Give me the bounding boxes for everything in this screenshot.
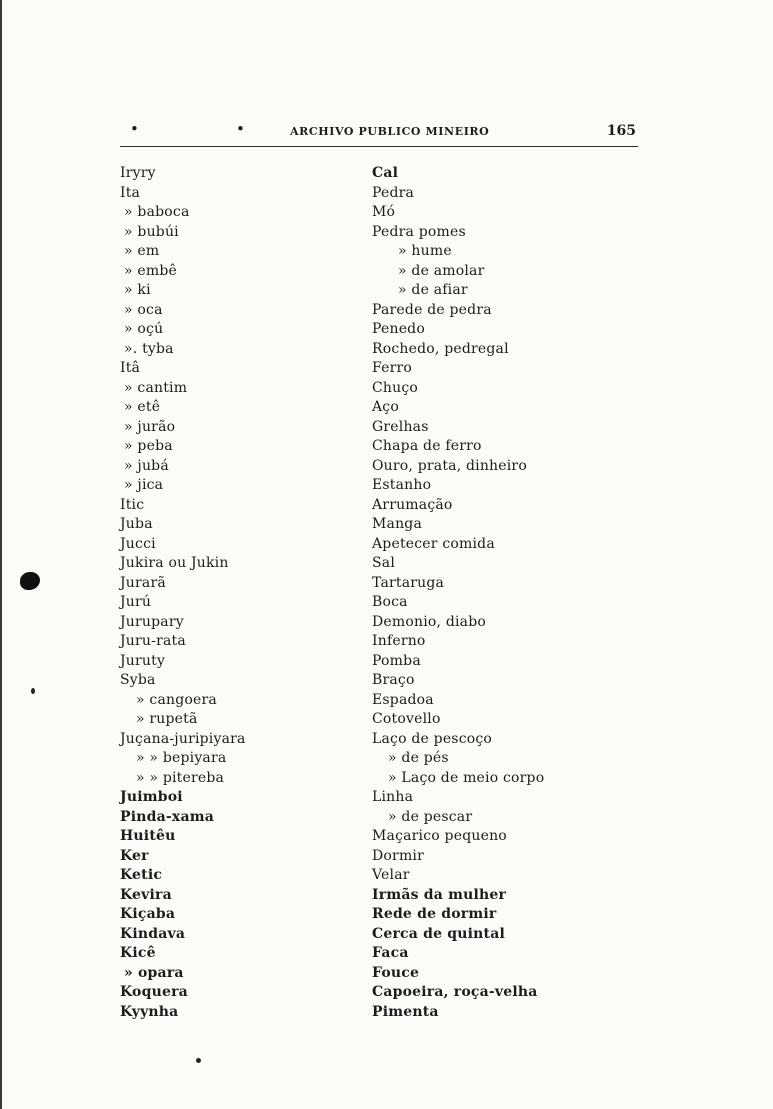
list-item: Braço bbox=[372, 672, 415, 688]
list-item: Ferro bbox=[372, 360, 413, 376]
list-item: » ki bbox=[124, 282, 151, 298]
list-item: Huitêu bbox=[120, 828, 176, 844]
list-item: Pimenta bbox=[372, 1003, 439, 1020]
list-item: » baboca bbox=[124, 204, 190, 220]
list-item: Cal bbox=[372, 165, 399, 181]
list-item: Fouce bbox=[372, 964, 420, 981]
right-column-word-list bbox=[372, 164, 642, 1022]
list-item: Juimboi bbox=[120, 789, 183, 805]
list-item: » opara bbox=[124, 964, 184, 981]
list-item: » cangoera bbox=[136, 691, 217, 708]
list-item: Syba bbox=[120, 672, 156, 688]
list-item: » de pés bbox=[388, 750, 449, 766]
list-item: » Laço de meio corpo bbox=[388, 769, 545, 786]
page-number: 165 bbox=[606, 123, 636, 139]
list-item: » » pitereba bbox=[136, 769, 225, 786]
list-item: » jubá bbox=[124, 457, 169, 474]
page-edge-shadow bbox=[0, 0, 2, 1109]
list-item: » de pescar bbox=[388, 808, 473, 825]
list-item: » jica bbox=[124, 477, 164, 493]
list-item: ». tyba bbox=[124, 340, 174, 357]
list-item: Chapa de ferro bbox=[372, 438, 482, 454]
list-item: Mó bbox=[372, 204, 396, 220]
list-item: Dormir bbox=[372, 847, 424, 864]
list-item: Ouro, prata, dinheiro bbox=[372, 457, 527, 474]
list-item: Pinda-xama bbox=[120, 808, 214, 825]
list-item: » em bbox=[124, 243, 160, 259]
list-item: Juru-rata bbox=[120, 633, 186, 649]
list-item: Inferno bbox=[372, 633, 426, 649]
list-item: Kevira bbox=[120, 886, 172, 903]
list-item: Apetecer comida bbox=[372, 535, 495, 552]
header-bullet: • bbox=[236, 120, 245, 138]
list-item: Kicê bbox=[120, 945, 156, 961]
list-item: Ker bbox=[120, 847, 149, 864]
list-item: Faca bbox=[372, 945, 409, 961]
list-item: » bubúi bbox=[124, 223, 179, 240]
list-item: Rochedo, pedregal bbox=[372, 340, 509, 357]
list-item: Grelhas bbox=[372, 418, 429, 435]
list-item: » rupetã bbox=[136, 711, 198, 727]
list-item: Espadoa bbox=[372, 691, 434, 708]
list-item: Demonio, diabo bbox=[372, 613, 487, 630]
list-item: Penedo bbox=[372, 321, 425, 337]
list-item: Jucci bbox=[120, 535, 156, 552]
running-header bbox=[118, 120, 638, 144]
list-item: » de amolar bbox=[398, 262, 485, 279]
list-item: Arrumação bbox=[372, 496, 453, 513]
list-item: » jurão bbox=[124, 418, 176, 435]
list-item: Jukira ou Jukin bbox=[120, 555, 229, 571]
list-item: Jurarã bbox=[120, 574, 166, 591]
list-item: Kiçaba bbox=[120, 906, 176, 922]
list-item: Kyynha bbox=[120, 1003, 179, 1020]
list-item: Capoeira, roça-velha bbox=[372, 984, 538, 1000]
ink-speck bbox=[31, 688, 35, 694]
header-bullet: • bbox=[130, 120, 139, 138]
list-item: Linha bbox=[372, 789, 414, 805]
list-item: Manga bbox=[372, 516, 423, 532]
list-item: Sal bbox=[372, 555, 396, 571]
list-item: Tartaruga bbox=[372, 574, 445, 591]
list-item: Iryry bbox=[120, 165, 156, 181]
list-item: » de afiar bbox=[398, 282, 468, 298]
list-item: Pomba bbox=[372, 652, 421, 669]
list-item: Irmãs da mulher bbox=[372, 886, 507, 903]
list-item: » hume bbox=[398, 243, 452, 259]
list-item: » peba bbox=[124, 438, 173, 454]
list-item: Rede de dormir bbox=[372, 906, 497, 922]
list-item: Chuço bbox=[372, 379, 419, 396]
list-item: Velar bbox=[372, 867, 410, 883]
list-item: » embê bbox=[124, 262, 178, 279]
list-item: Pedra pomes bbox=[372, 223, 466, 240]
list-item: Pedra bbox=[372, 184, 415, 201]
list-item: Jurupary bbox=[120, 613, 184, 630]
list-item: » oçú bbox=[124, 321, 164, 337]
header-rule bbox=[120, 146, 638, 147]
list-item: Cerca de quintal bbox=[372, 925, 505, 942]
list-item: Cotovello bbox=[372, 711, 441, 727]
list-item: Itic bbox=[120, 496, 145, 513]
ink-blot bbox=[20, 572, 40, 590]
list-item: Estanho bbox=[372, 477, 432, 493]
list-item: Juba bbox=[120, 516, 153, 532]
list-item: Kindava bbox=[120, 925, 186, 942]
ink-speck bbox=[196, 1058, 201, 1063]
list-item: Juçana-juripiyara bbox=[120, 730, 246, 747]
list-item: Ketic bbox=[120, 867, 163, 883]
list-item: Ita bbox=[120, 184, 141, 201]
list-item: Koquera bbox=[120, 984, 188, 1000]
list-item: » etê bbox=[124, 399, 161, 415]
list-item: Maçarico pequeno bbox=[372, 828, 507, 844]
list-item: Itâ bbox=[120, 360, 141, 376]
list-item: » » bepiyara bbox=[136, 750, 227, 766]
list-item: Boca bbox=[372, 594, 408, 610]
list-item: Laço de pescoço bbox=[372, 730, 493, 747]
left-column-word-list bbox=[120, 164, 350, 1022]
list-item: » cantim bbox=[124, 379, 188, 396]
header-title: ARCHIVO PUBLICO MINEIRO bbox=[290, 125, 490, 138]
list-item: » oca bbox=[124, 301, 163, 318]
list-item: Jurú bbox=[120, 594, 152, 610]
list-item: Aço bbox=[372, 399, 399, 415]
list-item: Juruty bbox=[120, 652, 166, 669]
list-item: Parede de pedra bbox=[372, 301, 492, 318]
